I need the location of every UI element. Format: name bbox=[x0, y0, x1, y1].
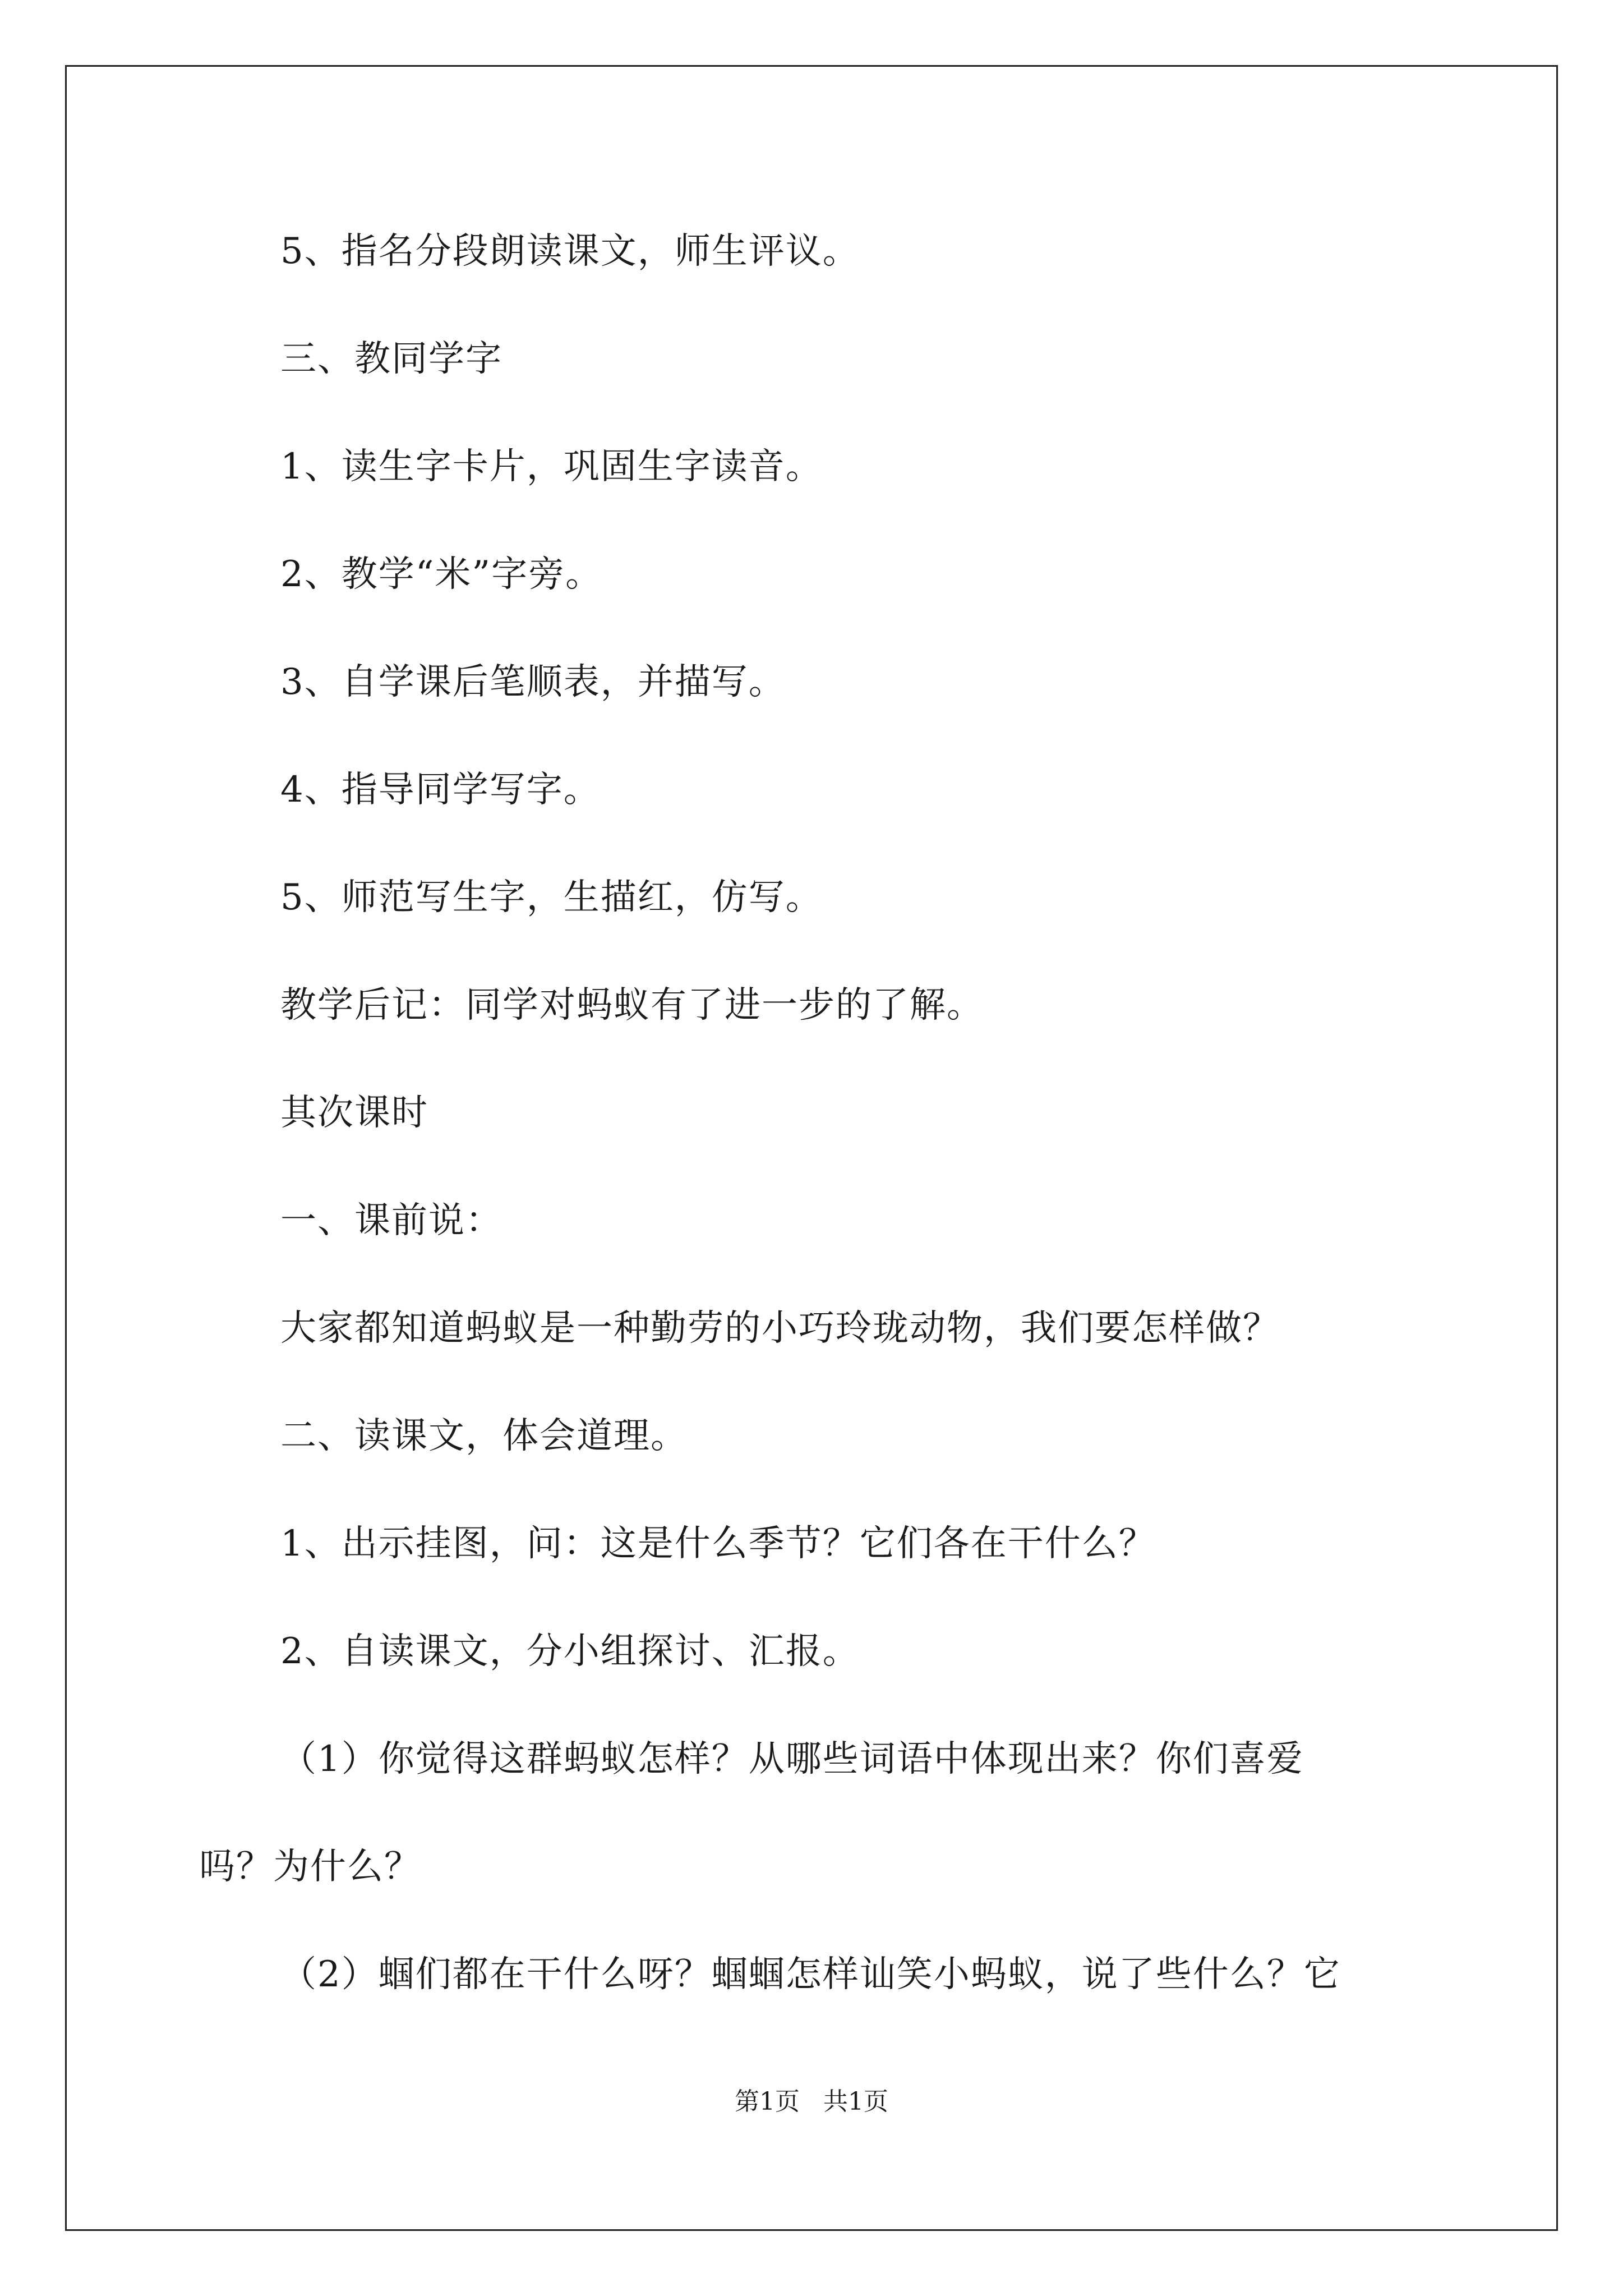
text-line: 2、自读课文，分小组探讨、汇报。 bbox=[280, 1631, 860, 1672]
text-line: 二、读课文，体会道理。 bbox=[280, 1415, 688, 1457]
text-line: 2、教学“米”字旁。 bbox=[280, 554, 603, 595]
text-line: 5、指名分段朗读课文，师生评议。 bbox=[280, 231, 860, 272]
text-line: （1）你觉得这群蚂蚁怎样？从哪些词语中体现出来？你们喜爱 bbox=[280, 1738, 1304, 1780]
page-footer: 第1页 共1页 bbox=[735, 2087, 888, 2116]
text-line: （2）蝈们都在干什么呀？蝈蝈怎样讪笑小蚂蚁，说了些什么？它 bbox=[280, 1954, 1341, 1995]
text-line: 其次课时 bbox=[280, 1092, 428, 1134]
text-line: 5、师范写生字，生描红，仿写。 bbox=[280, 877, 823, 918]
text-line: 三、教同学字 bbox=[280, 338, 502, 380]
page-frame bbox=[65, 65, 1558, 2231]
text-line: 大家都知道蚂蚁是一种勤劳的小巧玲珑动物，我们要怎样做？ bbox=[280, 1308, 1280, 1349]
text-line: 一、课前说： bbox=[280, 1200, 502, 1241]
text-line: 吗？为什么？ bbox=[199, 1846, 421, 1888]
text-line: 3、自学课后笔顺表，并描写。 bbox=[280, 661, 786, 703]
text-line: 1、读生字卡片，巩固生字读音。 bbox=[280, 446, 823, 487]
text-line: 教学后记：同学对蚂蚁有了进一步的了解。 bbox=[280, 984, 984, 1026]
text-line: 4、指导同学写字。 bbox=[280, 769, 601, 811]
text-line: 1、出示挂图，问：这是什么季节？它们各在干什么？ bbox=[280, 1523, 1156, 1565]
